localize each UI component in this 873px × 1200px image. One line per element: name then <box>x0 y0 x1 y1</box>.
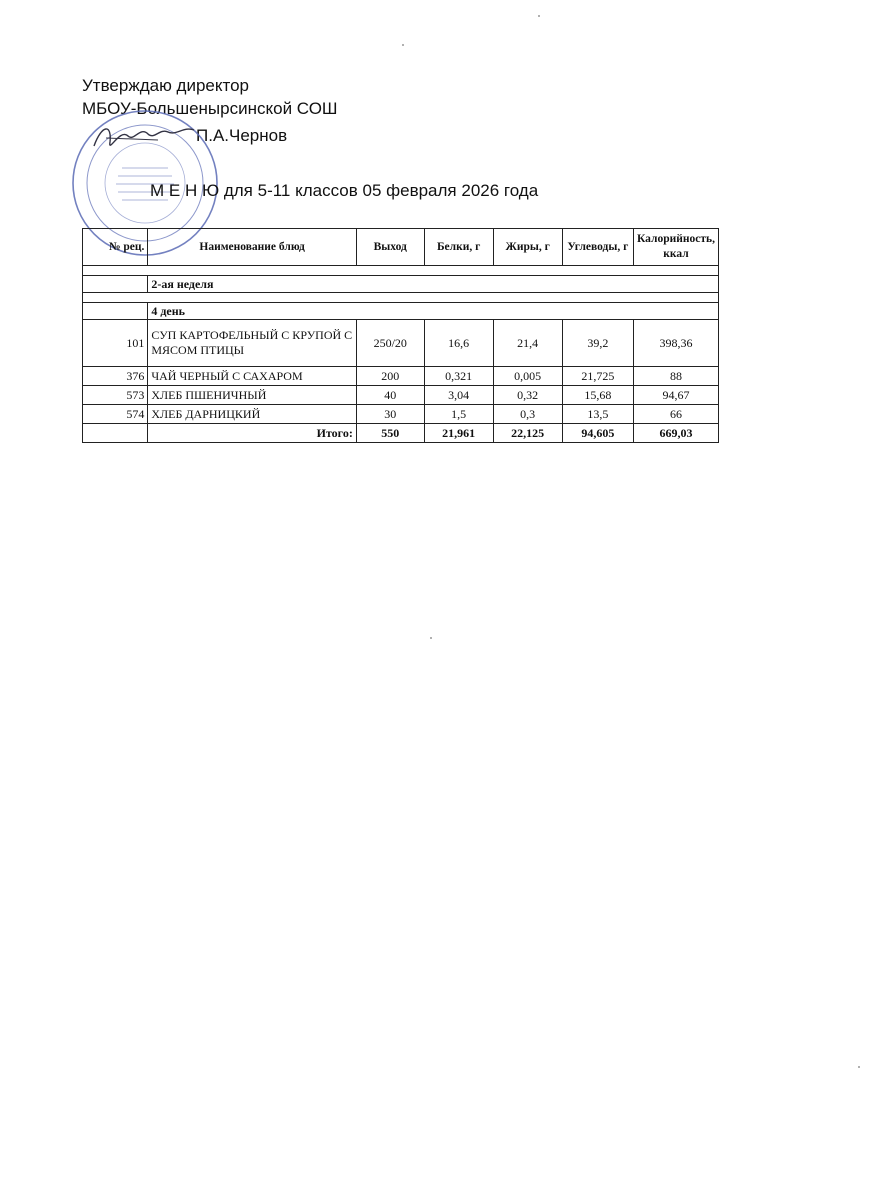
scan-speck <box>402 44 404 46</box>
table-row <box>83 386 719 405</box>
col-header-fat: Жиры, г <box>493 229 562 266</box>
scan-speck <box>858 1066 860 1068</box>
portion-value: 250/20 <box>356 320 424 367</box>
menu-title: М Е Н Ю для 5-11 классов 05 февраля 2026 года <box>150 181 539 200</box>
col-header-dish-name: Наименование блюд <box>148 229 356 266</box>
recipe-number: 101 <box>83 320 148 367</box>
spacer-row <box>83 266 719 276</box>
recipe-number: 376 <box>83 367 148 386</box>
dish-name: ХЛЕБ ПШЕНИЧНЫЙ <box>148 386 356 405</box>
week-row <box>83 276 719 293</box>
col-header-recipe-number: № рец. <box>83 229 148 266</box>
fat-value: 0,3 <box>493 405 562 424</box>
calories-value: 88 <box>633 367 718 386</box>
school-name-line: МБОУ-Большенырсинской СОШ <box>82 99 338 118</box>
portion-value: 30 <box>356 405 424 424</box>
calories-value: 66 <box>633 405 718 424</box>
scan-speck <box>538 15 540 17</box>
total-label: Итого: <box>148 424 356 443</box>
table-row <box>83 367 719 386</box>
col-header-calories: Калорийность, ккал <box>633 229 718 266</box>
dish-name: ЧАЙ ЧЕРНЫЙ С САХАРОМ <box>148 367 356 386</box>
total-fat: 22,125 <box>493 424 562 443</box>
day-label: 4 день <box>148 303 719 320</box>
spacer-row <box>83 293 719 303</box>
scan-speck <box>430 637 432 639</box>
total-carbs: 94,605 <box>562 424 633 443</box>
protein-value: 16,6 <box>424 320 493 367</box>
fat-value: 21,4 <box>493 320 562 367</box>
protein-value: 3,04 <box>424 386 493 405</box>
dish-name: ХЛЕБ ДАРНИЦКИЙ <box>148 405 356 424</box>
col-header-protein: Белки, г <box>424 229 493 266</box>
carbs-value: 39,2 <box>562 320 633 367</box>
approval-line: Утверждаю директор <box>82 76 250 95</box>
table-row <box>83 405 719 424</box>
carbs-value: 13,5 <box>562 405 633 424</box>
dish-name: СУП КАРТОФЕЛЬНЫЙ С КРУПОЙ С МЯСОМ ПТИЦЫ <box>148 320 356 367</box>
total-protein: 21,961 <box>424 424 493 443</box>
table-row <box>83 320 719 367</box>
carbs-value: 21,725 <box>562 367 633 386</box>
director-signature <box>88 118 198 158</box>
col-header-portion: Выход <box>356 229 424 266</box>
day-row <box>83 303 719 320</box>
portion-value: 40 <box>356 386 424 405</box>
fat-value: 0,005 <box>493 367 562 386</box>
total-calories: 669,03 <box>633 424 718 443</box>
recipe-number: 573 <box>83 386 148 405</box>
protein-value: 0,321 <box>424 367 493 386</box>
total-portion: 550 <box>356 424 424 443</box>
portion-value: 200 <box>356 367 424 386</box>
recipe-number: 574 <box>83 405 148 424</box>
protein-value: 1,5 <box>424 405 493 424</box>
calories-value: 398,36 <box>633 320 718 367</box>
carbs-value: 15,68 <box>562 386 633 405</box>
week-label: 2-ая неделя <box>148 276 719 293</box>
fat-value: 0,32 <box>493 386 562 405</box>
menu-table <box>82 228 719 443</box>
table-header-row <box>83 229 719 266</box>
calories-value: 94,67 <box>633 386 718 405</box>
total-row <box>83 424 719 443</box>
col-header-carbs: Углеводы, г <box>562 229 633 266</box>
signer-name: П.А.Чернов <box>196 126 288 145</box>
